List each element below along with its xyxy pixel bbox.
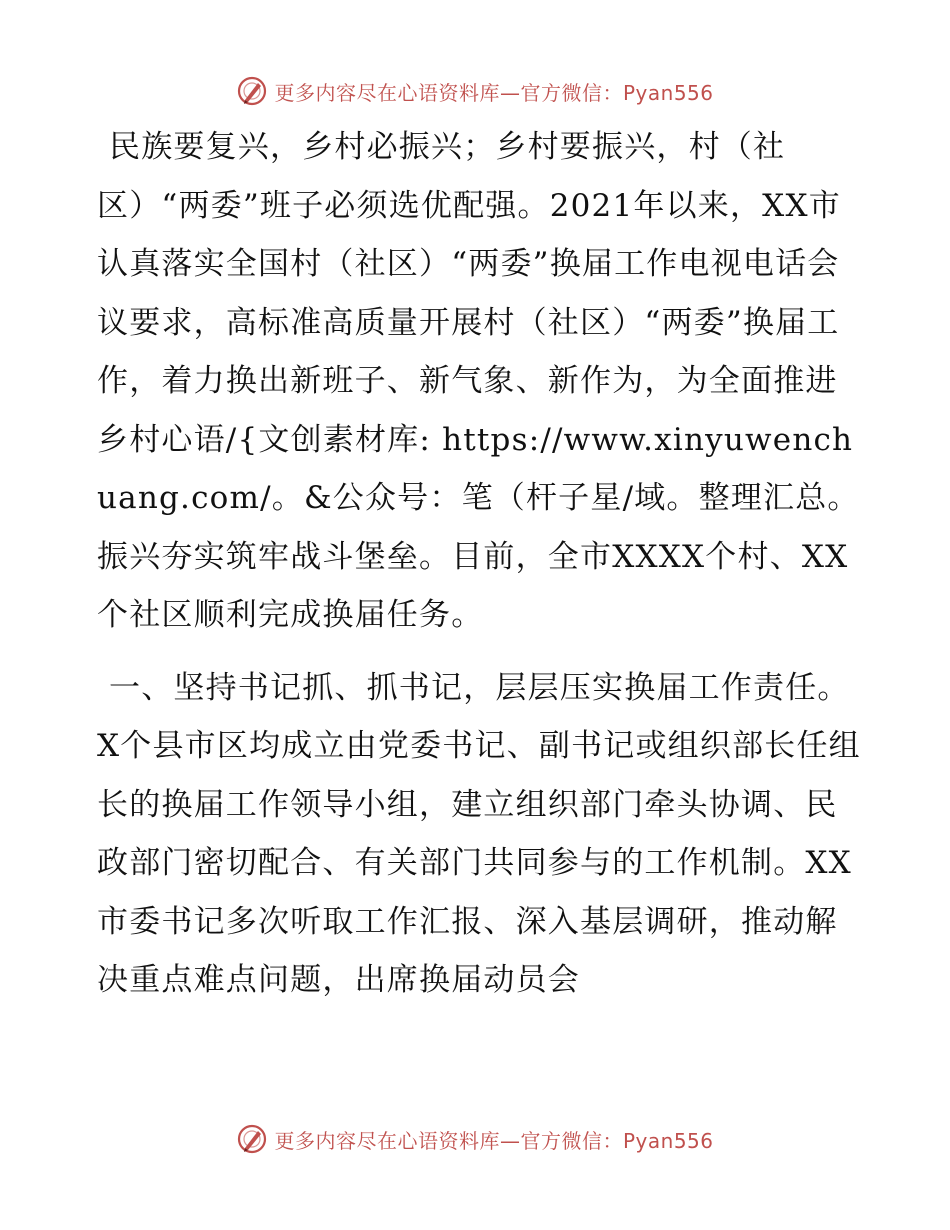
pen-logo-icon: [236, 1123, 268, 1155]
watermark-handle: Pyan556: [622, 80, 714, 105]
footer-watermark: [0, 1122, 950, 1156]
watermark-handle: Pyan556: [622, 1128, 714, 1153]
section-one-paragraph: 一、坚持书记抓、抓书记，层层压实换届工作责任。X个县市区均成立由党委书记、副书记或组织部长任组长的换届工作领导小组，建立组织部门牵头协调、民政部门密切配合、有关部门共同参与的工作机制。XX市委书记多次听取工作汇报、深入基层调研，推动解决重点难点问题，出席换届动员会: [97, 669, 861, 998]
document-body: [97, 118, 867, 1010]
watermark-text: 更多内容尽在心语资料库—官方微信：Pyan556: [274, 1128, 714, 1153]
pen-logo-icon: [236, 75, 268, 107]
header-watermark: [0, 74, 950, 108]
watermark-text: 更多内容尽在心语资料库—官方微信：Pyan556: [274, 80, 714, 105]
intro-paragraph: 民族要复兴，乡村必振兴；乡村要振兴，村（社区）“两委”班子必须选优配强。2021年以来，XX市认真落实全国村（社区）“两委”换届工作电视电话会议要求，高标准高质量开展村（社区）“两委”换届工作，着力换出新班子、新气象、新作为，为全面推进乡村心语/{文创素材库: https://www.xinyuwenchuang.com/。&公众号：笔（杆子星/域。整理汇总。振兴夯实筑牢战斗堡垒。目前，全市XXXX个村、XX个社区顺利完成换届任务。: [97, 129, 860, 633]
